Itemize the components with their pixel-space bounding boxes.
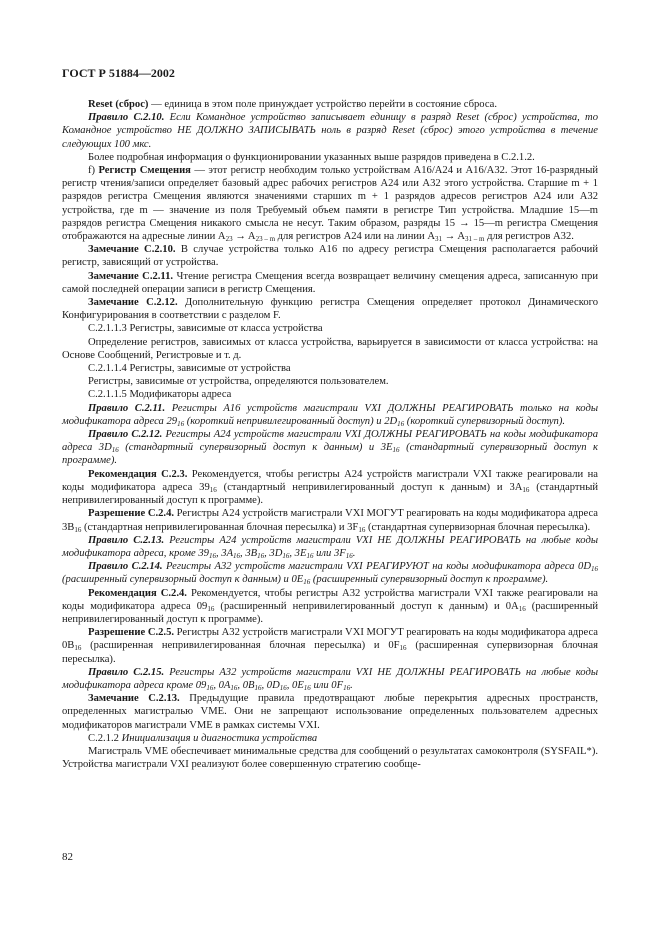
- subscript: 16: [518, 604, 526, 613]
- term: Регистр Смещения: [98, 165, 191, 177]
- text: Рекомендуется, чтобы регистры A24 устройств магистрали VXI также реагировали на коды модификатора адреса 39: [62, 468, 598, 493]
- text: Регистры A32 устройств магистрали VXI РЕАГИРУЮТ на коды модификатора адреса 0D: [162, 561, 591, 573]
- permission-c-2-5: [62, 626, 598, 666]
- subscript: 16: [74, 644, 82, 653]
- subscript: 16: [399, 644, 407, 653]
- text: (расширенная непривилегированная блочная пересылка) и 0F: [81, 640, 400, 652]
- subscript: 16: [343, 683, 351, 692]
- text: .: [350, 679, 353, 691]
- subscript: 16: [206, 683, 214, 692]
- text: (стандартный непривилегированный доступ к программе).: [62, 481, 599, 507]
- subscript: 16: [392, 446, 400, 455]
- section-title: Инициализация и диагностика устройства: [121, 732, 318, 744]
- subscript: 23 – m: [255, 235, 276, 244]
- rule-label: Правило С.2.15.: [88, 666, 165, 678]
- subscript: 16: [591, 565, 598, 574]
- rule-label: Правило С.2.12.: [88, 429, 163, 441]
- permission-c-2-4: [62, 507, 598, 533]
- permission-label: Разрешение С.2.4.: [88, 508, 175, 520]
- rule-c-2-12: [62, 428, 598, 468]
- subscript: 16: [254, 683, 262, 692]
- text: , 3B: [240, 547, 258, 559]
- text: (расширенный супервизорный доступ к данным) и 0E: [62, 574, 304, 586]
- rule-c-2-15: [62, 666, 598, 692]
- text: Если Командное устройство записывает единицу в разряд Reset (сброс) устройства, то Командное устройство НЕ ДОЛЖНО ЗАПИСЫВАТЬ ноль в разряд Reset (сброс) этого устройства в течение следующих 100 мкс.: [62, 112, 598, 150]
- subscript: 16: [303, 578, 311, 587]
- rule-c-2-11: [62, 402, 598, 428]
- text: , 0E: [286, 679, 304, 691]
- paragraph-more-info: Более подробная информация о функционировании указанных выше разрядов приведена в С.2.1.2.: [88, 151, 535, 163]
- text: (стандартный супервизорный доступ к программе).: [62, 442, 598, 467]
- text: Регистры A32 устройств магистрали VXI МОГУТ реагировать на коды модификатора адреса 0B: [62, 627, 598, 652]
- section-heading-c-2-1-2: [62, 732, 598, 745]
- text: .: [352, 547, 356, 559]
- text: , 3D: [264, 547, 283, 559]
- text: (расширенная супервизорная блочная пересылка).: [62, 640, 598, 665]
- rule-label: Правило С.2.10.: [88, 112, 165, 124]
- text: (стандартная непривилегированная блочная пересылка) и 3F: [81, 521, 359, 533]
- recommendation-label: Рекомендация С.2.4.: [88, 587, 187, 599]
- note-label: Замечание С.2.10.: [88, 244, 176, 256]
- note-label: Замечание С.2.12.: [88, 297, 178, 309]
- note-label: Замечание С.2.11.: [88, 270, 174, 282]
- subscript: 16: [345, 551, 353, 560]
- text: → A: [232, 231, 256, 243]
- note-c-2-11: [62, 270, 598, 296]
- text: Рекомендуется, чтобы регистры A32 устройства магистрали VXI также реагировали на коды модификатора адреса 09: [62, 587, 598, 612]
- term: Reset (сброс): [88, 99, 149, 110]
- section-number: С.2.1.2: [88, 732, 122, 744]
- section-heading-c-2-1-1-4: С.2.1.1.4 Регистры, зависимые от устройства: [88, 363, 291, 375]
- text: — этот регистр необходим только устройствам A16/A24 и A16/A32. Этот 16-разрядный регистр чтения/записи определяет базовый адрес рабочих регистров A24 или A32 этого устройства. Старшие m + 1 разрядов регистра Смещения являются значениями старших m + 1 разрядов адресов регистров A24 или A32 устройства, где m — значение из поля Требуемый объем памяти в регистре Тип устройства. Младшие 15—m разрядов регистра Смещения никакого смысла не несут. Таким образом, разряды 15 → 15—m регистра Смещения отображаются на адресные линии A: [62, 165, 598, 243]
- text: (расширенный непривилегированный доступ к программе).: [62, 600, 598, 625]
- text: Предыдущие правила предотвращают любые перекрытия адресных пространств, определенных магистралью VME. Они не запрещают использование определенных пользователем адресных модификаторов магистрали VME в рамках системы VXI.: [62, 693, 599, 731]
- text: (расширенный непривилегированный доступ к данным) и 0A: [214, 600, 519, 612]
- subscript: 31: [435, 235, 443, 244]
- text: (короткий супервизорный доступ).: [404, 415, 566, 427]
- paragraph-class-registers: Определение регистров, зависимых от класса устройства, варьируется в зависимости от класса устройства: на Основе Сообщений, Регистровые и т. д.: [62, 336, 598, 361]
- rule-c-2-10: [62, 111, 598, 151]
- recommendation-label: Рекомендация С.2.3.: [88, 468, 188, 480]
- text: (стандартный непривилегированный доступ к данным) и 3A: [216, 481, 523, 493]
- permission-label: Разрешение С.2.5.: [88, 627, 175, 639]
- subscript: 16: [303, 683, 311, 692]
- text: → A: [442, 231, 465, 243]
- recommendation-c-2-4: [62, 587, 598, 627]
- text: Регистры A24 устройств магистрали VXI ДОЛЖНЫ РЕАГИРОВАТЬ на коды модификатора адреса 3D: [62, 429, 598, 454]
- subscript: 16: [306, 551, 314, 560]
- text: , 0B: [237, 679, 255, 691]
- rule-label: Правило С.2.14.: [88, 561, 163, 573]
- subscript: 23: [225, 235, 233, 244]
- text: (стандартная супервизорная блочная пересылка).: [365, 521, 591, 533]
- section-heading-c-2-1-1-5: С.2.1.1.5 Модификаторы адреса: [88, 389, 232, 401]
- paragraph-device-registers: Регистры, зависимые от устройства, определяются пользователем.: [88, 376, 389, 388]
- subscript: 16: [208, 551, 216, 560]
- text: — единица в этом поле принуждает устройство перейти в состояние сброса.: [148, 99, 497, 110]
- text: , 3E: [289, 547, 307, 559]
- note-label: Замечание С.2.13.: [88, 693, 180, 705]
- section-heading-c-2-1-1-3: С.2.1.1.3 Регистры, зависимые от класса устройства: [88, 323, 323, 335]
- text: Регистры A24 устройств магистрали VXI НЕ ДОЛЖНЫ РЕАГИРОВАТЬ на любые коды модификатора адреса, кроме 39: [62, 534, 598, 559]
- text: Регистры A16 устройств магистрали VXI ДОЛЖНЫ РЕАГИРОВАТЬ только на коды модификатора адреса 29: [62, 402, 598, 427]
- subscript: 16: [74, 525, 82, 534]
- list-marker: f): [88, 165, 99, 177]
- rule-c-2-14: [62, 560, 598, 586]
- subscript: 31 – m: [465, 235, 485, 244]
- text: , 0D: [261, 679, 280, 691]
- text: для регистров A32.: [484, 231, 574, 243]
- subscript: 16: [209, 485, 217, 494]
- note-c-2-13: [62, 692, 598, 732]
- note-c-2-10: [62, 243, 598, 269]
- text: , 0A: [213, 679, 231, 691]
- text: или 0F: [310, 679, 344, 691]
- paragraph-reset: [62, 98, 598, 111]
- page-header: ГОСТ Р 51884—2002: [62, 66, 175, 80]
- page-body: [62, 98, 598, 771]
- text: (стандартный супервизорный доступ к данным) и 3E: [118, 442, 393, 454]
- text: В случае устройства только A16 по адресу регистра Смещения располагается рабочий регистр, зависящий от устройства.: [62, 244, 599, 269]
- subscript: 16: [397, 419, 405, 428]
- page-number: 82: [62, 851, 73, 863]
- subscript: 16: [358, 525, 366, 534]
- subscript: 16: [177, 419, 185, 428]
- subscript: 16: [282, 551, 290, 560]
- subscript: 16: [257, 551, 265, 560]
- subscript: 16: [233, 551, 241, 560]
- text: , 3A: [215, 547, 234, 559]
- paragraph-offset-register: [62, 164, 598, 243]
- subscript: 16: [111, 446, 119, 455]
- subscript: 16: [230, 683, 238, 692]
- text: Дополнительную функцию регистра Смещения определяет протокол Динамического Конфигурирования в соответствии с разделом F.: [62, 297, 599, 322]
- subscript: 16: [279, 683, 287, 692]
- rule-label: Правило С.2.13.: [88, 534, 165, 546]
- subscript: 16: [522, 485, 530, 494]
- text: для регистров A24 или на линии A: [275, 231, 436, 243]
- text: Чтение регистра Смещения всегда возвращает величину смещения адреса, записанную при самой последней операции записи в регистр Смещения.: [62, 270, 598, 295]
- rule-label: Правило С.2.11.: [88, 402, 166, 414]
- text: (короткий непривилегированный доступ) и 2D: [184, 415, 398, 427]
- text: или 3F: [313, 547, 346, 559]
- text: Регистры A32 устройств магистрали VXI НЕ ДОЛЖНЫ РЕАГИРОВАТЬ на любые коды модификатора адреса кроме 09: [62, 666, 598, 691]
- rule-c-2-13: [62, 534, 598, 560]
- subscript: 16: [207, 604, 215, 613]
- note-c-2-12: [62, 296, 598, 322]
- text: Регистры A24 устройств магистрали VXI МОГУТ реагировать на коды модификатора адреса 3B: [62, 508, 598, 533]
- text: (расширенный супервизорный доступ к программе).: [310, 574, 549, 586]
- recommendation-c-2-3: [62, 468, 598, 508]
- paragraph-vme-diagnostics: Магистраль VME обеспечивает минимальные средства для сообщений о результатах самоконтроля (SYSFAIL*). Устройства магистрали VXI реализуют более совершенную стратегию сообще-: [62, 745, 598, 771]
